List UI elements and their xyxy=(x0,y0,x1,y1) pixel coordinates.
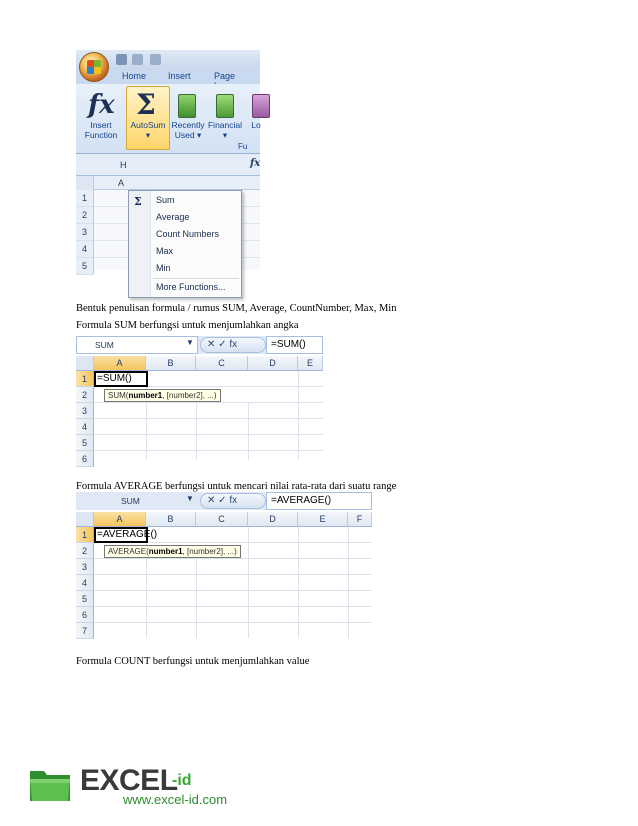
grid-line xyxy=(248,527,249,638)
insert-function-label-1: Insert xyxy=(90,120,112,130)
column-header-c[interactable]: C xyxy=(196,356,248,371)
select-all-corner[interactable] xyxy=(76,176,94,190)
name-box[interactable]: SUM xyxy=(121,496,140,506)
formula-bar xyxy=(76,154,260,176)
row-header-7[interactable]: 7 xyxy=(76,623,94,639)
logical-icon[interactable] xyxy=(252,94,270,118)
column-header-d[interactable]: D xyxy=(248,512,298,527)
grid-line xyxy=(94,558,372,559)
grid-line xyxy=(94,590,372,591)
tab-page-layout[interactable]: Page xyxy=(214,71,236,81)
logo-url-text: www.excel-id.com xyxy=(123,792,228,807)
grid-line xyxy=(94,434,323,435)
row-header-5[interactable]: 5 xyxy=(76,591,94,607)
row-header-5[interactable]: 5 xyxy=(76,258,94,275)
logical-label[interactable]: Lo xyxy=(251,120,261,130)
grid-line xyxy=(298,527,299,638)
cell-a1-active[interactable]: =AVERAGE() xyxy=(94,527,148,543)
excel-id-folder-logo-icon xyxy=(28,765,72,803)
grid-line xyxy=(248,402,249,460)
row-header-4[interactable]: 4 xyxy=(76,419,94,435)
tooltip-function-name[interactable]: AVERAGE( xyxy=(108,547,149,556)
function-library-group-label: Fu xyxy=(238,142,248,151)
menu-item-min[interactable]: Min xyxy=(156,263,171,273)
recently-used-label-2: Used ▾ xyxy=(174,130,202,140)
menu-item-average[interactable]: Average xyxy=(156,212,190,222)
function-tooltip xyxy=(104,545,241,558)
grid-line xyxy=(94,606,372,607)
row-header-2[interactable]: 2 xyxy=(76,543,94,559)
column-header-f[interactable]: F xyxy=(348,512,372,527)
formula-buttons[interactable]: ✕ ✓ fx xyxy=(200,493,266,509)
name-box-dropdown-icon[interactable]: ▼ xyxy=(186,338,194,347)
name-box-fragment[interactable]: H xyxy=(120,160,127,170)
redo-icon[interactable] xyxy=(150,54,161,65)
formula-input[interactable]: =SUM() xyxy=(266,336,323,354)
row-header-3[interactable]: 3 xyxy=(76,403,94,419)
sigma-icon[interactable]: Σ xyxy=(136,88,156,121)
row-header-4[interactable]: 4 xyxy=(76,575,94,591)
column-header-d[interactable]: D xyxy=(248,356,298,371)
row-header-6[interactable]: 6 xyxy=(76,607,94,623)
financial-button[interactable] xyxy=(206,120,244,140)
menu-item-sum[interactable]: Sum xyxy=(156,195,175,205)
formula-input[interactable]: =AVERAGE() xyxy=(266,492,372,510)
menu-item-max[interactable]: Max xyxy=(156,246,174,256)
undo-icon[interactable] xyxy=(132,54,143,65)
tooltip-current-argument[interactable]: number1 xyxy=(148,547,183,556)
logo-suffix-text: -id xyxy=(172,772,192,789)
autosum-button[interactable] xyxy=(126,120,170,140)
column-header-b[interactable]: B xyxy=(146,356,196,371)
column-headers xyxy=(76,176,260,190)
select-all-corner[interactable] xyxy=(76,356,94,371)
row-header-1[interactable]: 1 xyxy=(76,371,94,387)
caption-average: Formula AVERAGE berfungsi untuk mencari nilai rata-rata dari suatu range xyxy=(76,481,397,492)
grid-line xyxy=(94,450,323,451)
menu-item-more-functions[interactable]: More Functions... xyxy=(156,282,226,292)
insert-function-icon[interactable]: fx xyxy=(88,90,115,120)
row-header-3[interactable]: 3 xyxy=(76,559,94,575)
row-header-1[interactable]: 1 xyxy=(76,527,94,543)
tooltip-function-name[interactable]: SUM( xyxy=(108,391,129,400)
column-header-e[interactable]: E xyxy=(298,356,323,371)
row-header-4[interactable]: 4 xyxy=(76,241,94,258)
grid-line xyxy=(94,418,323,419)
name-box[interactable]: SUM xyxy=(76,336,198,354)
sum-screenshot xyxy=(76,336,323,464)
insert-function-button[interactable] xyxy=(78,120,124,140)
row-header-2[interactable]: 2 xyxy=(76,207,94,224)
row-header-3[interactable]: 3 xyxy=(76,224,94,241)
menu-separator xyxy=(153,278,239,279)
autosum-dropdown-arrow: ▾ xyxy=(145,130,151,140)
row-header-2[interactable]: 2 xyxy=(76,387,94,403)
row-header-6[interactable]: 6 xyxy=(76,451,94,467)
autosum-ribbon-screenshot xyxy=(76,50,261,292)
cell-a1-active[interactable]: =SUM() xyxy=(94,371,148,387)
caption-sum: Formula SUM berfungsi untuk menjumlahkan angka xyxy=(76,320,299,331)
financial-label: Financial xyxy=(207,120,243,130)
recently-used-button[interactable] xyxy=(170,120,206,140)
column-header-c[interactable]: C xyxy=(196,512,248,527)
grid-line xyxy=(146,386,323,387)
grid-line xyxy=(196,558,197,638)
recently-used-label-1: Recently xyxy=(171,120,205,130)
grid-line xyxy=(298,371,299,460)
row-header-5[interactable]: 5 xyxy=(76,435,94,451)
office-logo-icon xyxy=(87,60,101,74)
sum-menu-sigma-icon: Σ xyxy=(134,195,142,208)
autosum-dropdown-menu xyxy=(128,190,242,298)
column-header-a[interactable]: A xyxy=(118,178,125,188)
tooltip-current-argument[interactable]: number1 xyxy=(128,391,163,400)
caption-formula-list: Bentuk penulisan formula / rumus SUM, Average, CountNumber, Max, Min xyxy=(76,303,397,314)
tooltip-other-arguments: , [number2], ...) xyxy=(162,391,217,400)
menu-item-count-numbers[interactable]: Count Numbers xyxy=(156,229,220,239)
recently-used-icon[interactable] xyxy=(178,94,196,118)
formula-buttons[interactable]: ✕ ✓ fx xyxy=(200,337,266,353)
name-box-dropdown-icon[interactable]: ▼ xyxy=(186,494,194,503)
tab-insert[interactable]: Insert xyxy=(168,71,191,81)
tab-home[interactable]: Home xyxy=(122,71,147,81)
average-screenshot xyxy=(76,492,372,638)
save-icon[interactable] xyxy=(116,54,127,65)
grid-line xyxy=(94,574,372,575)
financial-dropdown-arrow: ▾ xyxy=(222,130,228,140)
column-header-a[interactable]: A xyxy=(94,512,146,527)
grid-line xyxy=(94,402,323,403)
function-tooltip xyxy=(104,389,221,402)
row-header-1[interactable]: 1 xyxy=(76,190,94,207)
grid-line xyxy=(94,622,372,623)
grid-line xyxy=(146,527,147,638)
column-header-a[interactable]: A xyxy=(94,356,146,371)
fx-icon[interactable]: fx xyxy=(250,158,261,169)
grid-line xyxy=(196,402,197,460)
financial-icon[interactable] xyxy=(216,94,234,118)
tooltip-other-arguments: , [number2], ...) xyxy=(182,547,237,556)
insert-function-label-2: Function xyxy=(84,130,118,140)
autosum-label: AutoSum xyxy=(130,120,166,130)
grid-line xyxy=(146,542,372,543)
grid-line xyxy=(348,527,349,638)
select-all-corner[interactable] xyxy=(76,512,94,527)
column-header-e[interactable]: E xyxy=(298,512,348,527)
logo-brand-text: EXCEL xyxy=(80,764,178,797)
column-header-b[interactable]: B xyxy=(146,512,196,527)
caption-count: Formula COUNT berfungsi untuk menjumlahkan value xyxy=(76,656,310,667)
